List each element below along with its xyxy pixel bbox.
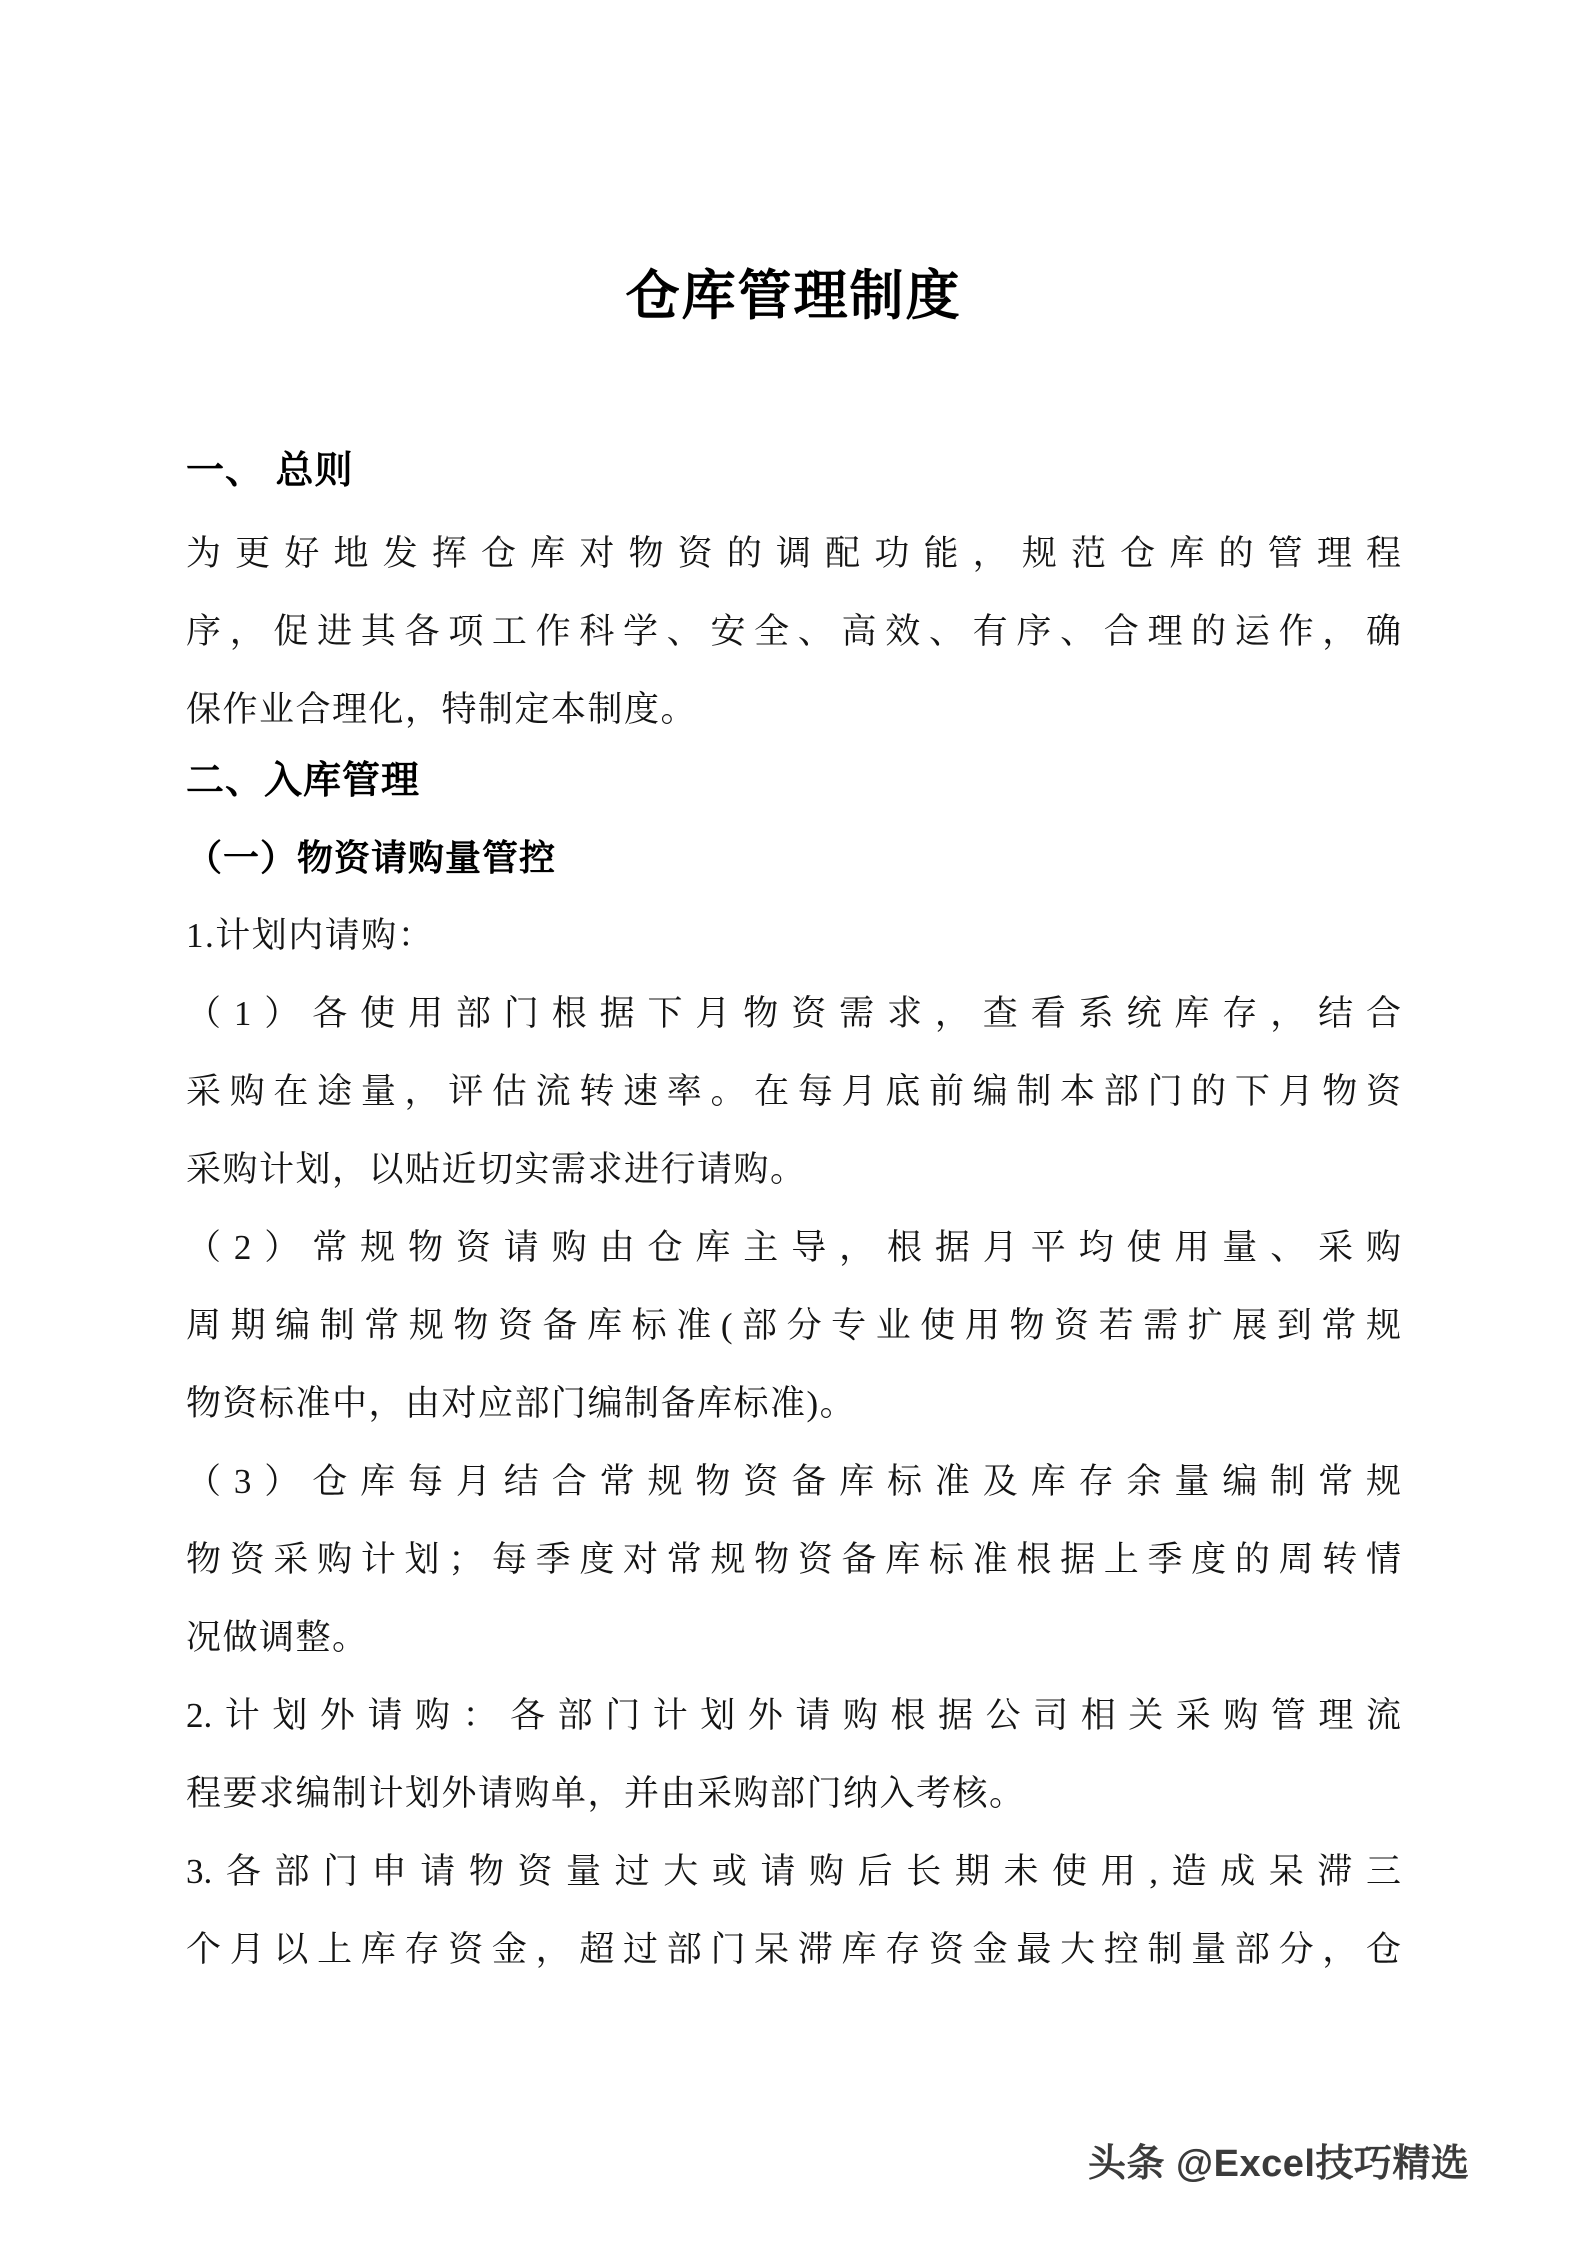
watermark-label: 头条 @Excel技巧精选 bbox=[1088, 2143, 1470, 2185]
section-heading-2: 二、入库管理 bbox=[186, 760, 421, 802]
paragraph-line: 况做调整。 bbox=[186, 1618, 369, 1657]
paragraph-line: 周期编制常规物资备库标准(部分专业使用物资若需扩展到常规 bbox=[186, 1306, 1401, 1345]
paragraph-line: 采购在途量，评估流转速率。在每月底前编制本部门的下月物资 bbox=[186, 1072, 1401, 1111]
subsection-heading: （一）物资请购量管控 bbox=[186, 838, 557, 878]
paragraph-line: （2）常规物资请购由仓库主导，根据月平均使用量、采购 bbox=[186, 1228, 1401, 1267]
page-title: 仓库管理制度 bbox=[625, 266, 962, 326]
paragraph-line: 采购计划，以贴近切实需求进行请购。 bbox=[186, 1150, 807, 1189]
paragraph-line: 序，促进其各项工作科学、安全、高效、有序、合理的运作，确 bbox=[186, 612, 1401, 651]
paragraph-line: 程要求编制计划外请购单，并由采购部门纳入考核。 bbox=[186, 1774, 1026, 1813]
paragraph-line: （3）仓库每月结合常规物资备库标准及库存余量编制常规 bbox=[186, 1462, 1401, 1501]
paragraph-line: 1.计划内请购： bbox=[186, 916, 435, 955]
paragraph-line: 物资标准中，由对应部门编制备库标准)。 bbox=[186, 1384, 857, 1423]
section-heading-1: 一、 总则 bbox=[186, 450, 354, 492]
paragraph-line: 为更好地发挥仓库对物资的调配功能，规范仓库的管理程 bbox=[186, 534, 1401, 573]
paragraph-line: 2.计划外请购：各部门计划外请购根据公司相关采购管理流 bbox=[186, 1696, 1401, 1735]
document-body bbox=[186, 0, 1401, 2245]
paragraph-line: 3.各部门申请物资量过大或请购后长期未使用,造成呆滞三 bbox=[186, 1852, 1401, 1891]
paragraph-line: 个月以上库存资金，超过部门呆滞库存资金最大控制量部分，仓 bbox=[186, 1930, 1401, 1969]
paragraph-line: 物资采购计划；每季度对常规物资备库标准根据上季度的周转情 bbox=[186, 1540, 1401, 1579]
paragraph-line: （1）各使用部门根据下月物资需求，查看系统库存，结合 bbox=[186, 994, 1401, 1033]
paragraph-line: 保作业合理化，特制定本制度。 bbox=[186, 690, 698, 729]
